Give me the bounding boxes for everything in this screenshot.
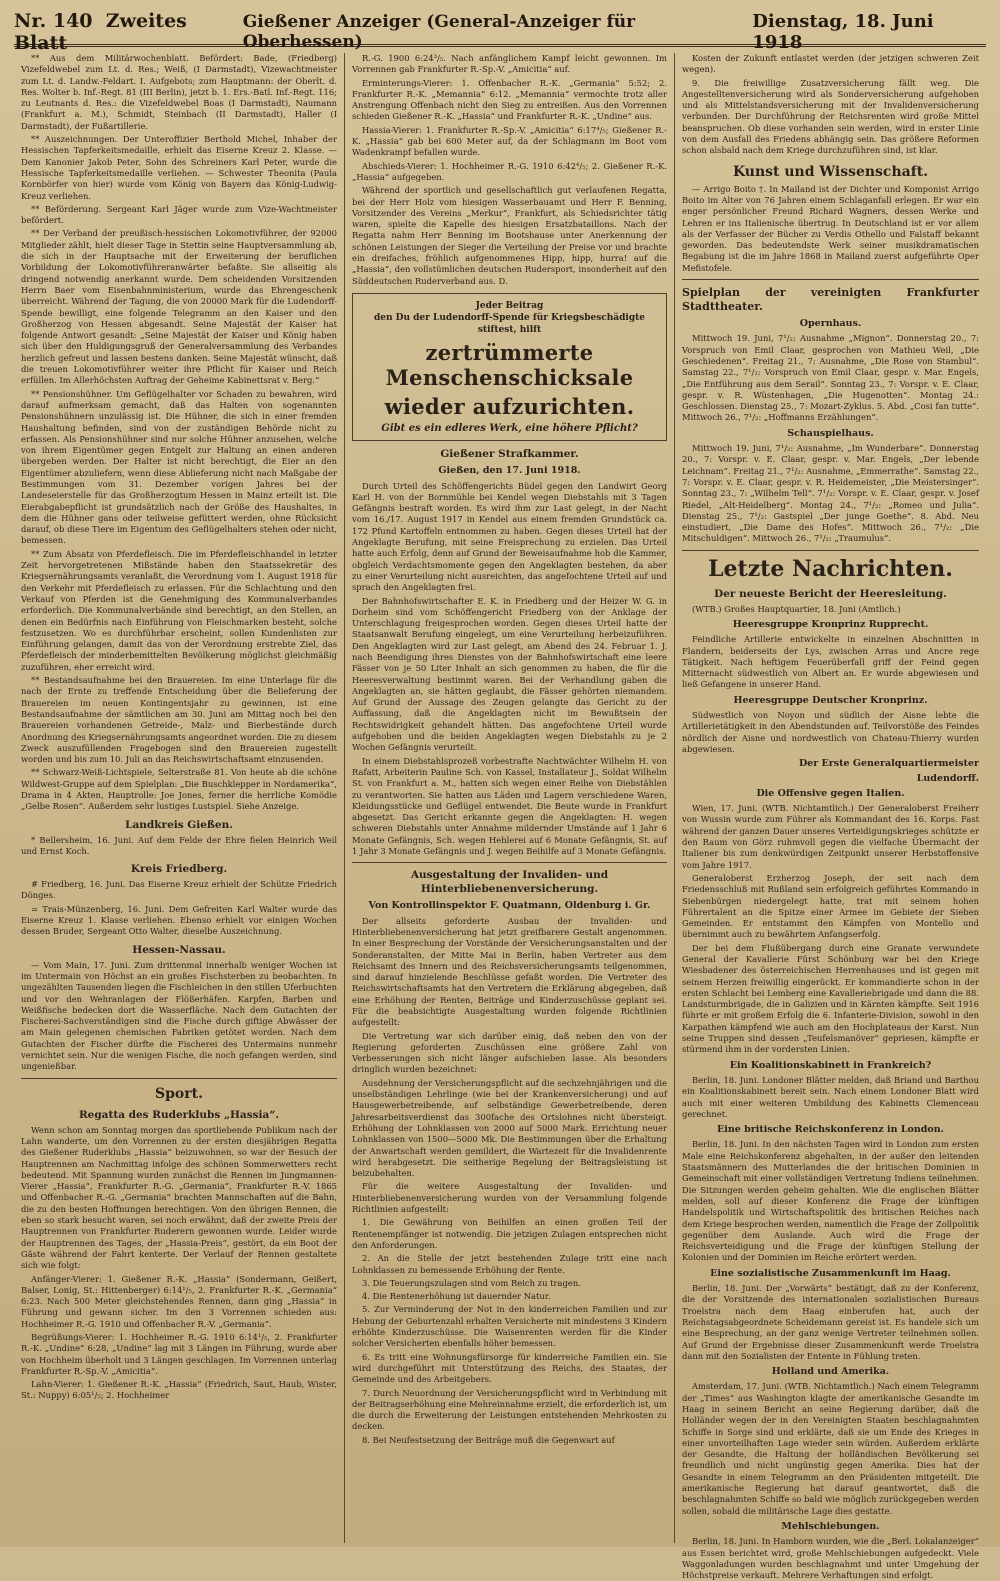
article-militaer: ** Aus dem Militärwochenblatt. Befördert: Bade, (Friedberg) Vizefeldwebel zum Lt. d. Res.; Weiß, (I Darmstadt), Vizewachtmeister zum Lt. d. Landw.-Feldart. I. Aufgebots; zum Hauptmann: der Oberlt. d. Res. Wolter b. Inf.-Regt. 81 (III Berlin), jetzt b. 1. Ers.-Batl. Inf.-Regt. 116; zu Leutnants d. Res.: die Vizefeldwebel Boas (I Darmstadt), Naumann (Frankfurt a. M.), Schmidt, Steinbach (II Darmstadt), Haller (I Darmstadt), der Fußartillerie.: [21, 53, 337, 131]
article-straf-1: Durch Urteil des Schöffengerichts Büdel gegen den Landwirt Georg Karl H. von der Bornmühle bei Kendel wegen Diebstahls mit 3 Tagen Gefängnis bestraft worden. Es wird ihm zur Last gelegt, in der Nacht vom 16./17. August 1917 in Kendel aus einem fremden Grundstück ca. 172 Pfund Kartoffeln entnommen zu haben. Gegen dieses Urteil hat der Angeklagte Berufung, mit seine Freisprechung zu erzielen. Das Urteil hatte auch Erfolg, denn auf Grund der Beweisaufnahme hob die Kammer, obgleich Verdachtsmomente gegen den Angeklagten bestehen, da aber zu einer Verurteilung nicht ausreichten, das angefochtene Urteil auf und sprach den Angeklagten frei.: [352, 480, 667, 593]
heading-spielplan: Spielplan der vereinigten Frankfurter Stadttheater.: [682, 286, 979, 314]
list-item: 3. Die Teuerungszulagen sind vom Reich zu tragen.: [362, 1277, 581, 1288]
heading-reichskonferenz: Eine britische Reichskonferenz in London.: [717, 1124, 944, 1136]
heading-sport: Sport.: [155, 1085, 203, 1102]
article-bellersheim: * Bellersheim, 16. Juni. Auf dem Felde der Ehre fielen Heinrich Weil und Ernst Koch.: [21, 834, 337, 856]
newspaper-title: Gießener Anzeiger (General-Anzeiger für Oberhessen): [242, 12, 636, 52]
article-invaliden-3: Ausdehnung der Versicherungspflicht auf die sechzehnjährigen und die unselbständigen Lehrlinge (wie bei der Krankenversicherung) und auf Hausgewerbetreibende, auf selbständige Gewerbetreibende, deren Jahresarbeitsverdienst das 300fache des Ortslohnes nicht übersteigt. Erhöhung der Lohnklassen von 2000 auf 5000 Mark. Errichtung neuer Lohnklassen von 1500—5000 Mk. Die Bestimmungen über die Erhaltung der Anwartschaft werden gemildert, die Wartezeit für die Invalidenrente wird herabgesetzt. Die seitherige Regelung der Beitragsleistung ist beizubehalten.: [352, 1077, 667, 1179]
list-item: 8. Bei Neufestsetzung der Beiträge muß die Gegenwart auf: [362, 1434, 615, 1445]
column-3: [674, 53, 986, 1581]
heading-heeresbericht: Der neueste Bericht der Heeresleitung.: [714, 587, 947, 600]
article-invaliden-9: 9. Die freiwillige Zusatzversicherung fällt weg. Die Angestelltenversicherung wird als Sonderversicherung aufgehoben und als Mittelstandsversicherung mit der Invalidenversicherung verbunden. Der Durchführung der Reichsrenten wird große Mittel beanspruchen. Ob diese vorhanden sein werden, wird in erster Linie von dem Ausfall des Friedens abhängig sein. Das größere Reformen schon alsbald nach dem Kriege durchzuführen sind, ist klar.: [682, 77, 979, 156]
article-anfaenger: Anfänger-Vierer: 1. Gießener R.-K. „Hassia“ (Sondermann, Geißert, Balser, Lonig, St.: Hittenberger) 6:14¹/₅, 2. Frankfurter R.-K. „Germania“ 6:23. Nach 500 Meter gleichstehendes Rennen, dann ging „Hassia“ in Führung und gewann sicher. Im den 3 Vorrennen schieden aus: Hochheimer R.-G. 1910 und Offenbacher R.-V. „Germania“.: [21, 1273, 337, 1329]
ad-headline-2: wieder aufzurichten.: [384, 393, 635, 419]
list-item: 1. Die Gewährung von Beihilfen an einen großen Teil der Rentenempfänger ist notwendig. Die jetzigen Zulagen entsprechen nicht den Anforderungen.: [352, 1217, 667, 1250]
heading-kreis-friedberg: Kreis Friedberg.: [130, 863, 228, 876]
heading-strafkammer: Gießener Strafkammer.: [440, 448, 579, 461]
dateline: Gießen, den 17. Juni 1918.: [438, 465, 581, 477]
article-invaliden-cont: Kosten der Zukunft entlastet werden (der jetzigen schweren Zeit wegen).: [682, 53, 979, 75]
article-friedberg: # Friedberg, 16. Juni. Das Eiserne Kreuz erhielt der Schütze Friedrich Dönges.: [21, 879, 337, 901]
masthead: [14, 10, 986, 54]
schedule-opernhaus: Mittwoch 19. Juni, 7¹/₂: Ausnahme „Mignon“. Donnerstag 20., 7: Vorspruch von Emil Claar, gesprochen von Mathieu Weil, „Die Geschiedenen“. Freitag 21., 7: Ausnahme, „Die Rose von Stambul“. Samstag 22., 7¹/₂: Vorspruch von Emil Claar, gespr. v. Mar. Engels, „Die Entführung aus dem Serail“. Sonntag 23., 7: Vorspr. v. E. Claar, gespr. v. R. Wüstenhagen, „Die Hugenotten“. Montag 24.: Geschlossen. Dienstag 25., 7: Mozart-Zyklus. 5. Abd. „Cosi fan tutte“. Mittwoch 26., 7¹/₂: „Hoffmanns Erzählungen“.: [682, 333, 979, 423]
heading-opernhaus: Opernhaus.: [799, 318, 862, 330]
article-lichtspiele: ** Schwarz-Weiß-Lichtspiele, Selterstraße 81. Von heute ab die schöne Wildwest-Gruppe auf dem Spielplan: „Die Buschklepper in Nordamerika“, Drama in 4 Akten, Hauptrolle: Joe Jones, ferner die herrliche Komödie „Gelbe Rosen“. Außerdem sehr lustiges Lustspiel. Siehe Anzeige.: [21, 767, 337, 812]
article-kronprinz: Südwestlich von Noyon und südlich der Aisne lebte die Artillerietätigkeit in den Abendstunden auf. Teilvorstöße des Feindes nördlich der Aisne und nordwestlich von Chateau-Thierry wurden abgewiesen.: [682, 710, 979, 754]
article-boito: — Arrigo Boito †. In Mailand ist der Dichter und Komponist Arrigo Boito im Alter von 76 Jahren einem Schlaganfall erlegen. Er war ein enger persönlicher Freund Richard Wagners, dessen Werke und Lehren er ins Italienische übertrug. In Deutschland ist er vor allem als der Verfasser der Bücher zu Verdis Othello und Falstaff bekannt geworden. Das bedeutendste Werk seiner musikdramatischen Begabung ist die im Jahre 1868 in Mailand zuerst aufgeführte Oper Mefistofele.: [682, 183, 979, 273]
article-regatta-end: Während der sportlich und gesellschaftlich gut verlaufenen Regatta, bei der Herr Holz vom hiesigen Wasserbauamt und Herr F. Benning, Vorsitzender des Vereins „Merkur“, Frankfurt, als Schiedsrichter tätig waren, spielte die Kapelle des hiesigen Ersatzbataillons. Nach der Regatta nahm Herr Benning im Bootshause unter Anerkennung der schönen Leistungen der Sieger die Verteilung der Preise vor und brachte ein dreifaches, fröhlich aufgenommenes Hipp, hipp, hurra! auf die „Hassia“, den vollstümlichen deutschen Rudersport, insonderheit auf den Süddeutschen Ruderverband aus. D.: [352, 185, 667, 286]
heading-sozialisten: Eine sozialistische Zusammenkunft im Haag.: [710, 1267, 951, 1279]
article-ermunterung: Erminterungs-Vierer: 1. Offenbacher R.-K. „Germania“ 5:52; 2. Frankfurter R.-K. „Memannia“ 6:12. „Memannia“ vermochte trotz aller Anstrengung Offenbach nicht den Sieg zu entreißen. Aus den Vorrennen schieden Gießener R.-K. „Hassia“ und Frankfurter R.-K. „Undine“ aus.: [352, 77, 667, 122]
heading-regatta: Regatta des Ruderklubs „Hassia“.: [78, 1108, 280, 1121]
column-1: [14, 53, 344, 1543]
schedule-schauspielhaus: Mittwoch 19. Juni, 7¹/₂: Ausnahme, „Im Wunderbare“. Donnerstag 20., 7: Vorspr. v. E. Claar, gespr. v. Mar. Engels, „Der lebende Leichnam“. Freitag 21., 7¹/₂: Ausnahme, „Emmerrathe“. Samstag 22., 7: Vorspr. v. E. Claar, gespr. v. R. Heidemeister, „Die Meistersinger“. Sonntag 23., 7: „Wilhelm Tell“. 7¹/₂: Vorspr. v. E. Claar, gespr. v. Josef Riedel, „Alt-Heidelberg“. Montag 24., 7¹/₂: „Romeo und Julia“. Dienstag 25., 7¹/₂: Gastspiel „Der junge Goethe“. 8. Abd. Neu einstudiert, „Die Dame des Hofes“. Mittwoch 26., 7¹/₂: „Die Mitschuldigen“. Mittwoch 26., 7¹/₂: „Traumulus“.: [682, 443, 979, 544]
issue-number: Nr. 140 Zweites Blatt: [14, 10, 187, 54]
list-item: 6. Es tritt eine Wohnungsfürsorge für kinderreiche Familien ein. Sie wird durchgeführt mit Unterstützung des Reichs, des Staates, der Gemeinde und des Arbeitgebers.: [352, 1351, 667, 1385]
article-sozialisten: Berlin, 18. Juni. Der „Vorwärts“ bestätigt, daß zu der Konferenz, die der Vorsitzende des internationalen sozialistischen Bureaus Troelstra nach dem Haag einberufen hat, auch der Reichstagsabgeordnete Scheidemann gereist ist. Es handele sich um eine Besprechung, an der ganz wenige Vertreter teilnehmen sollen. Auf Grund der Ergebnisse dieser Zusammenkunft werde Troelstra dann mit den Sozialisten der Entente in Fühlung treten.: [682, 1283, 979, 1361]
article-trais: = Trais-Münzenberg, 16. Juni. Dem Gefreiten Karl Walter wurde das Eiserne Kreuz 1. Klasse verliehen. Ebenso erhielt vor einigen Wochen dessen Bruder, Sergeant Otto Walter, dieselbe Auszeichnung.: [21, 903, 337, 937]
article-offensive-1: Wien, 17. Juni. (WTB. Nichtamtlich.) Der Generaloberst Freiherr von Wussin wurde zum Führer als Kommandant des 16. Korps. Fast während der ganzen Dauer unseres Verteidigungskrieges schützte er den Raum von Görz ruhmvoll gegen die vielfache Übermacht der Italiener bis zum denkwürdigen Zeitpunkt unserer Herbstoffensive vom Jahre 1917.: [682, 803, 979, 870]
article-main: — Vom Main, 17. Juni. Zum drittenmal innerhalb weniger Wochen ist im Untermain von Höchst an ein großes Fischsterben zu beobachten. In ungezählten Tausenden liegen die Fischleichen in den stillen Uferbuchten und vor den Wehranlagen der Flößerhäfen. Karpfen, Barben und Weißfische bedecken dort die Wasserfläche. Nach dem Gutachten der Fischerei-Sachverständigen sind die Fische durch giftige Abwässer der am Main gelegenen chemischen Fabriken getötet worden. Nach dem Gutachten der Fischer dürfte die Fischerei des Untermains nunmehr vernichtet sein. Nur die wenigen Fische, die noch gefangen werden, sind ungenießbar.: [21, 959, 337, 1072]
article-offensive-2: Generaloberst Erzherzog Joseph, der seit nach dem Friedensschluß mit Rußland sein erfolgreich geführtes Kommando in Siebenbürgen niedergelegt hatte, trat mit seinem hohen Führertalent an die Spitze einer Armee im Gebiete der Sieben Gemeinden. Er entstammt den Kämpfen von Montello und übernimmt auch zu bewährtem Anfangserfolg.: [682, 872, 979, 940]
article-hassia-vierer: Hassia-Vierer: 1. Frankfurter R.-Sp.-V. „Amicitia“ 6:17⁴/₅; Gießener R.-K. „Hassia“ gab bei 600 Meter auf, da der Schlagmann im Boot vom Wadenkrampf befallen wurde.: [352, 124, 667, 158]
article-holland: Amsterdam, 17. Juni. (WTB. Nichtamtlich.) Nach einem Telegramm der „Times“ aus Washington klagte der amerikanische Gesandte im Haag in seinem Bericht an seine Regierung darüber, daß die Holländer wegen der in den Vereinigten Staaten beschlagnahmten Schiffe in Sorge sind und erklärte, daß sie um Ende des Krieges in einer unvorteilhaften Lage wieder sein würden. Außerdem erklärte der Gesandte, die Haltung der holländischen Bevölkerung sei freundlich und nicht ungünstig gegen Amerika. Dies hat der Gesandte in einem Telegramm an den Präsidenten mitgeteilt. Die amerikanische Regierung hat darauf geantwortet, daß die beschlagnahmten Schiffe so bald wie möglich zurückgegeben werden sollen, sobald die militärische Lage dies gestatte.: [682, 1381, 979, 1516]
article-invaliden-2: Die Vertretung war sich darüber einig, daß neben den von der Regierung geforderten Zuschüssen eine größere Zahl von Verbesserungen sich nicht länger aufschieben lasse. Als besonders dringlich wurden bezeichnet:: [352, 1030, 667, 1075]
ludendorff-ad: [352, 293, 667, 441]
divider: [682, 279, 979, 280]
divider: [682, 550, 979, 551]
heading-hessen-nassau: Hessen-Nassau.: [132, 943, 226, 956]
article-columns: [14, 53, 986, 1581]
heading-kunst: Kunst und Wissenschaft.: [732, 163, 929, 180]
ad-line-2: den Du der Ludendorff-Spende für Kriegsbeschädigte stiftest, hilft: [373, 312, 646, 335]
list-item: 7. Durch Neuordnung der Versicherungspflicht wird in Verbindung mit der Beitragserhöhung eine Mehreinnahme erzielt, die erforderlich ist, um die durch die Erweiterung der Leistungen entstehenden Mehrkosten zu decken.: [352, 1387, 667, 1432]
heading-invaliden: Ausgestaltung der Invaliden- und Hinterbliebenenversicherung.: [410, 869, 609, 896]
signature-title: Der Erste Generalquartiermeister: [798, 758, 979, 770]
article-regatta: Wenn schon am Sonntag morgen das sportliebende Publikum nach der Lahn wanderte, um den Vorrennen zu der ersten diesjährigen Regatta des Gießener Ruderklubs „Hassia“ beizuwohnen, so war der Besuch der Hauptrennen am Nachmittag infolge des schönen Sommerwetters recht bedeutend. Mit Spannung wurden zunächst die Rennen im Jungmannen-Vierer „Hassia“, Frankfurter R.-G. „Germania“, Frankfurter R.-V. 1865 und Offenbacher R.-G. „Germania“ brachten Mannschaften auf die Bahn, die zu den besten Hoffnungen berechtigen. Von den übrigen Rennen, die eben so stark besucht waren, sei noch erwähnt, daß der zweite Preis der Hauptrennen von Frankfurter Ruderern gewonnen wurde. Leider wurde der Hauptrennen des Tages, der „Hassia-Preis“, gestört, da ein Boot der Gäste während der Fahrt kenterte. Der Verlauf der Rennen gestaltete sich wie folgt:: [21, 1124, 337, 1271]
article-auszeichnungen: ** Auszeichnungen. Der Unteroffizier Berthold Michel, Inhaber der Hessischen Tapferkeitsmedaille, erhielt das Eiserne Kreuz 2. Klasse. — Dem Kanonier Jakob Peter, Sohn des Schreiners Karl Peter, wurde die Hessische Tapferkeitsmedaille verliehen. — Schwester Theonita (Paula Kornbörfer von hier) wurde vom König von Bayern das König-Ludwig-Kreuz verliehen.: [21, 134, 337, 201]
article-begruessung: Begrüßungs-Vierer: 1. Hochheimer R.-G. 1910 6:14¹/₅, 2. Frankfurter R.-K. „Undine“ 6:28, „Undine“ lag mit 3 Längen im Führung, wurde aber von Hochheim überholt und 3 Längen geschlagen. Im Vorrennen unterlag Frankfurter R.-Sp.-V. „Amicitia“.: [21, 1331, 337, 1376]
article-lokomotivfuehrer: ** Der Verband der preußisch-hessischen Lokomotivführer, der 92000 Mitglieder zählt, hielt dieser Tage in Stettin seine Hauptversammlung ab, die sich in der Hauptsache mit der Erweiterung der beruflichen Vorbildung der Lokomotivführeranwärter befaßte. Sie allseitig als dringend notwendig anerkannt wurde. Dem scheidenden Vorsitzenden Herrn Baer vom Eisenbahnministerium, wurde das Ehrengeschenk überreicht. Während der Tagung, die von 20000 Mark für die Ludendorff-Spende bewilligt, eine folgende Telegramm an den Kaiser und den Großherzog von Hessen abgesandt. Seine Majestät der Kaiser hat folgende Antwort gesandt: „Seine Majestät der Kaiser und König haben sich über den Huldigungsgruß der Generalversammlung des Verbandes herzlich gefreut und lassen bestens danken. Seine Majestät wünscht, daß die treuen Lokomotivführer weiter ihre Pflicht für Kaiser und Reich erfüllen. Im Allerhöchsten Auftrag der Geheime Kabinettsrat v. Berg.“: [21, 228, 337, 386]
article-brauereien: ** Bestandsaufnahme bei den Brauereien. Im eine Unterlage für die nach der Ernte zu treffende Entscheidung über die Belieferung der Brauereien im neuen Kontingentsjahr zu gewinnen, ist eine Bestandsaufnahme der sämtlichen am 30. Juni am Mittag noch bei den Brauereien vorhandenen Getreide-, Malz- und Bierbestände durch Anordnung des Kriegsernährungsamts angeordnet worden. Die zu diesem Zweck auszufüllenden Fragebogen sind den Brauereien zugestellt worden und bis zum 10. Juli an das Reichswirtschaftsamt einzusenden.: [21, 675, 337, 765]
article-mehlschiebungen: Berlin, 18. Juni. In Hamborn wurden, wie die „Berl. Lokalanzeiger“ aus Essen berichtet wird, große Mehlschiebungen aufgedeckt. Viele Waggonladungen wurden beschlagnahmt und unter Umgehung der Höchstpreise verkauft. Mehrere Verhaftungen sind erfolgt.: [682, 1536, 979, 1581]
list-item: 4. Die Rentenerhöhung ist dauernder Natur.: [362, 1291, 551, 1302]
ad-question: Gibt es ein edleres Werk, eine höhere Pflicht?: [381, 422, 638, 434]
article-abschied: Abschieds-Vierer: 1. Hochheimer R.-G. 1910 6:42⁴/₅; 2. Gießener R.-K. „Hassia“ aufgegeben.: [352, 160, 667, 182]
heading-koalition: Ein Koalitionskabinett in Frankreich?: [729, 1059, 932, 1071]
issue-date: Dienstag, 18. Juni 1918: [752, 11, 934, 53]
ad-line-1: Jeder Beitrag: [475, 300, 544, 311]
column-2: [344, 53, 674, 1543]
list-item: 2. An die Stelle der jetzt bestehenden Zulage tritt eine nach Lohnklassen zu bemessende Erhöhung der Rente.: [352, 1253, 667, 1275]
article-pferdefleisch: ** Zum Absatz von Pferdefleisch. Die im Pferdefleischhandel in letzter Zeit hervorgetretenen Mißstände haben den Staatssekretär des Kriegsernährungsamts veranlaßt, die Verordnung vom 1. August 1918 für den Verkehr mit Pferdefleisch zu erlassen. Für die Schlachtung und den Verkauf von Pferden ist die Genehmigung des Kommunalverbandes erforderlich. Die Kommunalverbände sind berechtigt, an den Stellen, an denen ein Bedürfnis nach Einführung von Fleischmarken besteht, solche festzusetzen. Wo es durchführbar erscheint, sollen Kundenlisten zur Einführung gelangen, damit das von der Verordnung erstrebte Ziel, das Pferdefleisch der minderbemittelten Bevölkerung möglichst gleichmäßig zuzuführen, eher erreicht wird.: [21, 548, 337, 672]
article-straf-2: Der Bahnhofswirtschafter E. K. in Friedberg und der Heizer W. G. in Dorheim sind vom Schöffengericht Friedberg von der Anklage der Unterschlagung freigesprochen worden. Gegen dieses Urteil hatte der Staatsanwalt Berufung eingelegt, um eine Verurteilung herbeizuführen. Den Angeklagten wird zur Last gelegt, am Abend des 24. Februar 1. J. nach Beendigung ihres Dienstes von der Bahnhofswirtschaft eine leere Fässer von je 50 Liter Inhalt an sich genommen zu haben, die für die Heeresverwaltung bestimmt waren. Bei der Verhandlung gaben die Angeklagten an, sie hätten geglaubt, die Fässer gehörten niemandem. Auf Grund der Aussage des Zeugen gelangte das Gericht zu der Auffassung, daß die Angeklagten nicht im Bewußtsein der Rechtswidrigkeit gehandelt hätten. Das angefochtene Urteil wurde aufgehoben und die beiden Angeklagten wegen Diebstahls zu je 2 Wochen Gefängnis verurteilt.: [352, 595, 667, 753]
divider: [352, 862, 667, 863]
article-rupprecht: Feindliche Artillerie entwickelte in einzelnen Abschnitten in Flandern, beiderseits der Lys, zwischen Arras und Ancre rege Tätigkeit. Nach heftigem Feuerüberfall griff der Feind gegen Mitternacht südwestlich von Albert an. Er wurde abgewiesen und ließ Gefangene in unserer Hand.: [682, 634, 979, 690]
article-pensionshuehner: ** Pensionshühner. Um Geflügelhalter vor Schaden zu bewahren, wird darauf aufmerksam gemacht, daß das Halten von sogenannten Pensionshühnern unzulässig ist. Die Hühner, die sich in einer fremden Haushaltung befinden, sind von der zuständigen Behörde nicht zu erfassen. Als Pensionshühner sind nur solche Hühner anzusehen, welche von ihrem Eigentümer gegen Entgelt zur Haltung an einen anderen übergeben werden. Der Halter ist nicht berechtigt, die Eier an den Eigentümer abzuliefern, wenn diese Ablieferung nicht nach Maßgabe der Bestimmungen vom 31. Dezember vorigen Jahres bei der Landeseierstelle für das Großherzogtum Hessen in Mainz erteilt ist. Die Eierabgabepflicht ist grundsätzlich nach der Größe des Haushaltes, in dem die Hühner gans oder teilweise gefüttert werden, ohne Rücksicht darauf, ob diese Tiere im Eigentum des Geflügelhalters stehen oder nicht, bemessen.: [21, 388, 337, 546]
heading-schauspielhaus: Schauspielhaus.: [787, 427, 874, 439]
heading-landkreis: Landkreis Gießen.: [125, 818, 233, 831]
heading-letzte-nachrichten: Letzte Nachrichten.: [708, 555, 953, 582]
article-hauptquartier: (WTB.) Großes Hauptquartier, 18. Juni (Amtlich.): [692, 603, 901, 614]
signature-name: Ludendorff.: [916, 772, 979, 784]
heading-mehlschiebungen: Mehlschiebungen.: [781, 1520, 880, 1532]
article-invaliden-4: Für die weitere Ausgestaltung der Invaliden- und Hinterbliebenenversicherung wurden von der Versammlung folgende Richtlinien aufgestellt:: [352, 1181, 667, 1215]
heading-offensive: Die Offensive gegen Italien.: [756, 787, 905, 799]
divider: [21, 1078, 337, 1079]
list-item: 5. Zur Verminderung der Not in den kinderreichen Familien und zur Hebung der Geburtenzahl erhalten Versicherte mit mindestens 3 Kindern erhöhte Kinderzuschüsse. Die Waisenrenten werden für die Kinder solcher Versicherten ebenfalls höher bemessen.: [352, 1304, 667, 1349]
article-reichskonferenz: Berlin, 18. Juni. In den nächsten Tagen wird in London zum ersten Male eine Reichskonferenz abgehalten, in der außer den leitenden Staatsmännern des Mutterlandes die der britischen Dominien in Gemeinschaft mit einer vollständigen Vertretung Indiens teilnehmen. Die Sitzungen werden geheim gehalten. Wie die englischen Blätter melden, soll auf dieser Konferenz die Frage der künftigen Handelspolitik und Wirtschaftspolitik des britischen Reiches nach dem Kriege besprochen werden, namentlich die Frage der Zollpolitik gegenüber dem Auslande. Auch wird die Frage der Reichsverteidigung und die Frage der künftigen Stellung der Kolonien und der Dominien im Reiche erörtert werden.: [682, 1139, 979, 1263]
article-invaliden-1: Der allseits geforderte Ausbau der Invaliden- und Hinterbliebenenversicherung hat jetzt greifbarere Gestalt angenommen. In einer Besprechung der Vorstände der Versicherungsanstalten und der Sonderanstalten, der Mitte Mai in Berlin, haben Vertreter aus dem Reichsamt des Innern und des Reichsversicherungsamts teilgenommen, sind darauf hinzielende Beschlüsse gefaßt worden. Die Vertreter des Reichswirtschaftsamts hat den Vertretern die Erklärung abgegeben, daß eine Erhöhung der Renten, Beiträge und Kinderzuschüsse geplant sei. Für die beabsichtigte Ausgestaltung wurden folgende Richtlinien aufgestellt:: [352, 915, 667, 1028]
article-offensive-3: Der bei dem Flußübergang durch eine Granate verwundete General der Kavallerie Fürst Schönburg war bei den Kriege Wiesbadener des österreichischen Herrenhauses und ist gegen mit seinem Herzen freiwillig eingerückt. Er kommandierte schon in der ersten Schlacht bei Lemberg eine Kavalleriebrigade und dann die 88. Landsturmbrigade, die in Galizien und in Kärnten kämpfte. Seit 1916 führte er mit großem Erfolg die 6. Infanterie-Division, sowohl in den Karpathen kämpfend wie auch am den Hochplateaus der Karst. Nun seine Truppen sind dessen „Teufelsmanöver“ gepriesen, kämpfte er stürmend ihm in der vordersten Linien.: [682, 942, 979, 1055]
ad-headline-1: zertrümmerte Menschenschicksale: [385, 339, 634, 390]
article-lahn: Lahn-Vierer: 1. Gießener R.-K. „Hassia“ (Friedrich, Saut, Haub, Wister, St.: Nuppy) 6:05¹/₅; 2. Hochheimer: [21, 1379, 337, 1401]
byline: Von Kontrollinspektor F. Quatmann, Oldenburg i. Gr.: [368, 900, 651, 912]
heading-kronprinz: Heeresgruppe Deutscher Kronprinz.: [733, 694, 928, 706]
article-regatta-cont: R.-G. 1900 6:24³/₅. Nach anfänglichem Kampf leicht gewonnen. Im Vorrennen gab Frankfurter R.-Sp.-V. „Amicitia“ auf.: [352, 53, 667, 75]
heading-rupprecht: Heeresgruppe Kronprinz Rupprecht.: [732, 618, 929, 630]
article-straf-3: In einem Diebstahlsprozeß vorbestrafte Nachtwächter Wilhelm H. von Rafatt, Arbeiterin Pauline Sch. von Kassel, Installateur J., Soldat Wilhelm St. von Frankfurt a. M., hatten sich wegen einer Reihe von Diebstählen zu verantworten. Sie hatten aus Läden und Lagern verschiedene Waren, Kleidungsstücke und Geflügel entwendet. Die Beute wurde in Frankfurt abgesetzt. Das Gericht erkannte gegen die Angeklagten: H. wegen schweren Diebstahls unter Annahme mildernder Umstände auf 1 Jahr 6 Monate Gefängnis, Sch. wegen Hehlerei auf 6 Monate Gefängnis, St. auf 1 Jahr 3 Monate Gefängnis und J. wegen Beihilfe auf 3 Monate Gefängnis.: [352, 755, 667, 857]
article-befoerderung: ** Beförderung. Sergeant Karl Jäger wurde zum Vize-Wachtmeister befördert.: [21, 203, 337, 226]
heading-holland: Holland und Amerika.: [771, 1366, 890, 1378]
article-koalition: Berlin, 18. Juni. Londoner Blätter melden, daß Briand und Barthou ein Koalitionskabinett bereit sein. Nach einem Londoner Blatt wird auch mit einer weiteren Umbildung des Kabinetts Clemenceau gerechnet.: [682, 1074, 979, 1119]
